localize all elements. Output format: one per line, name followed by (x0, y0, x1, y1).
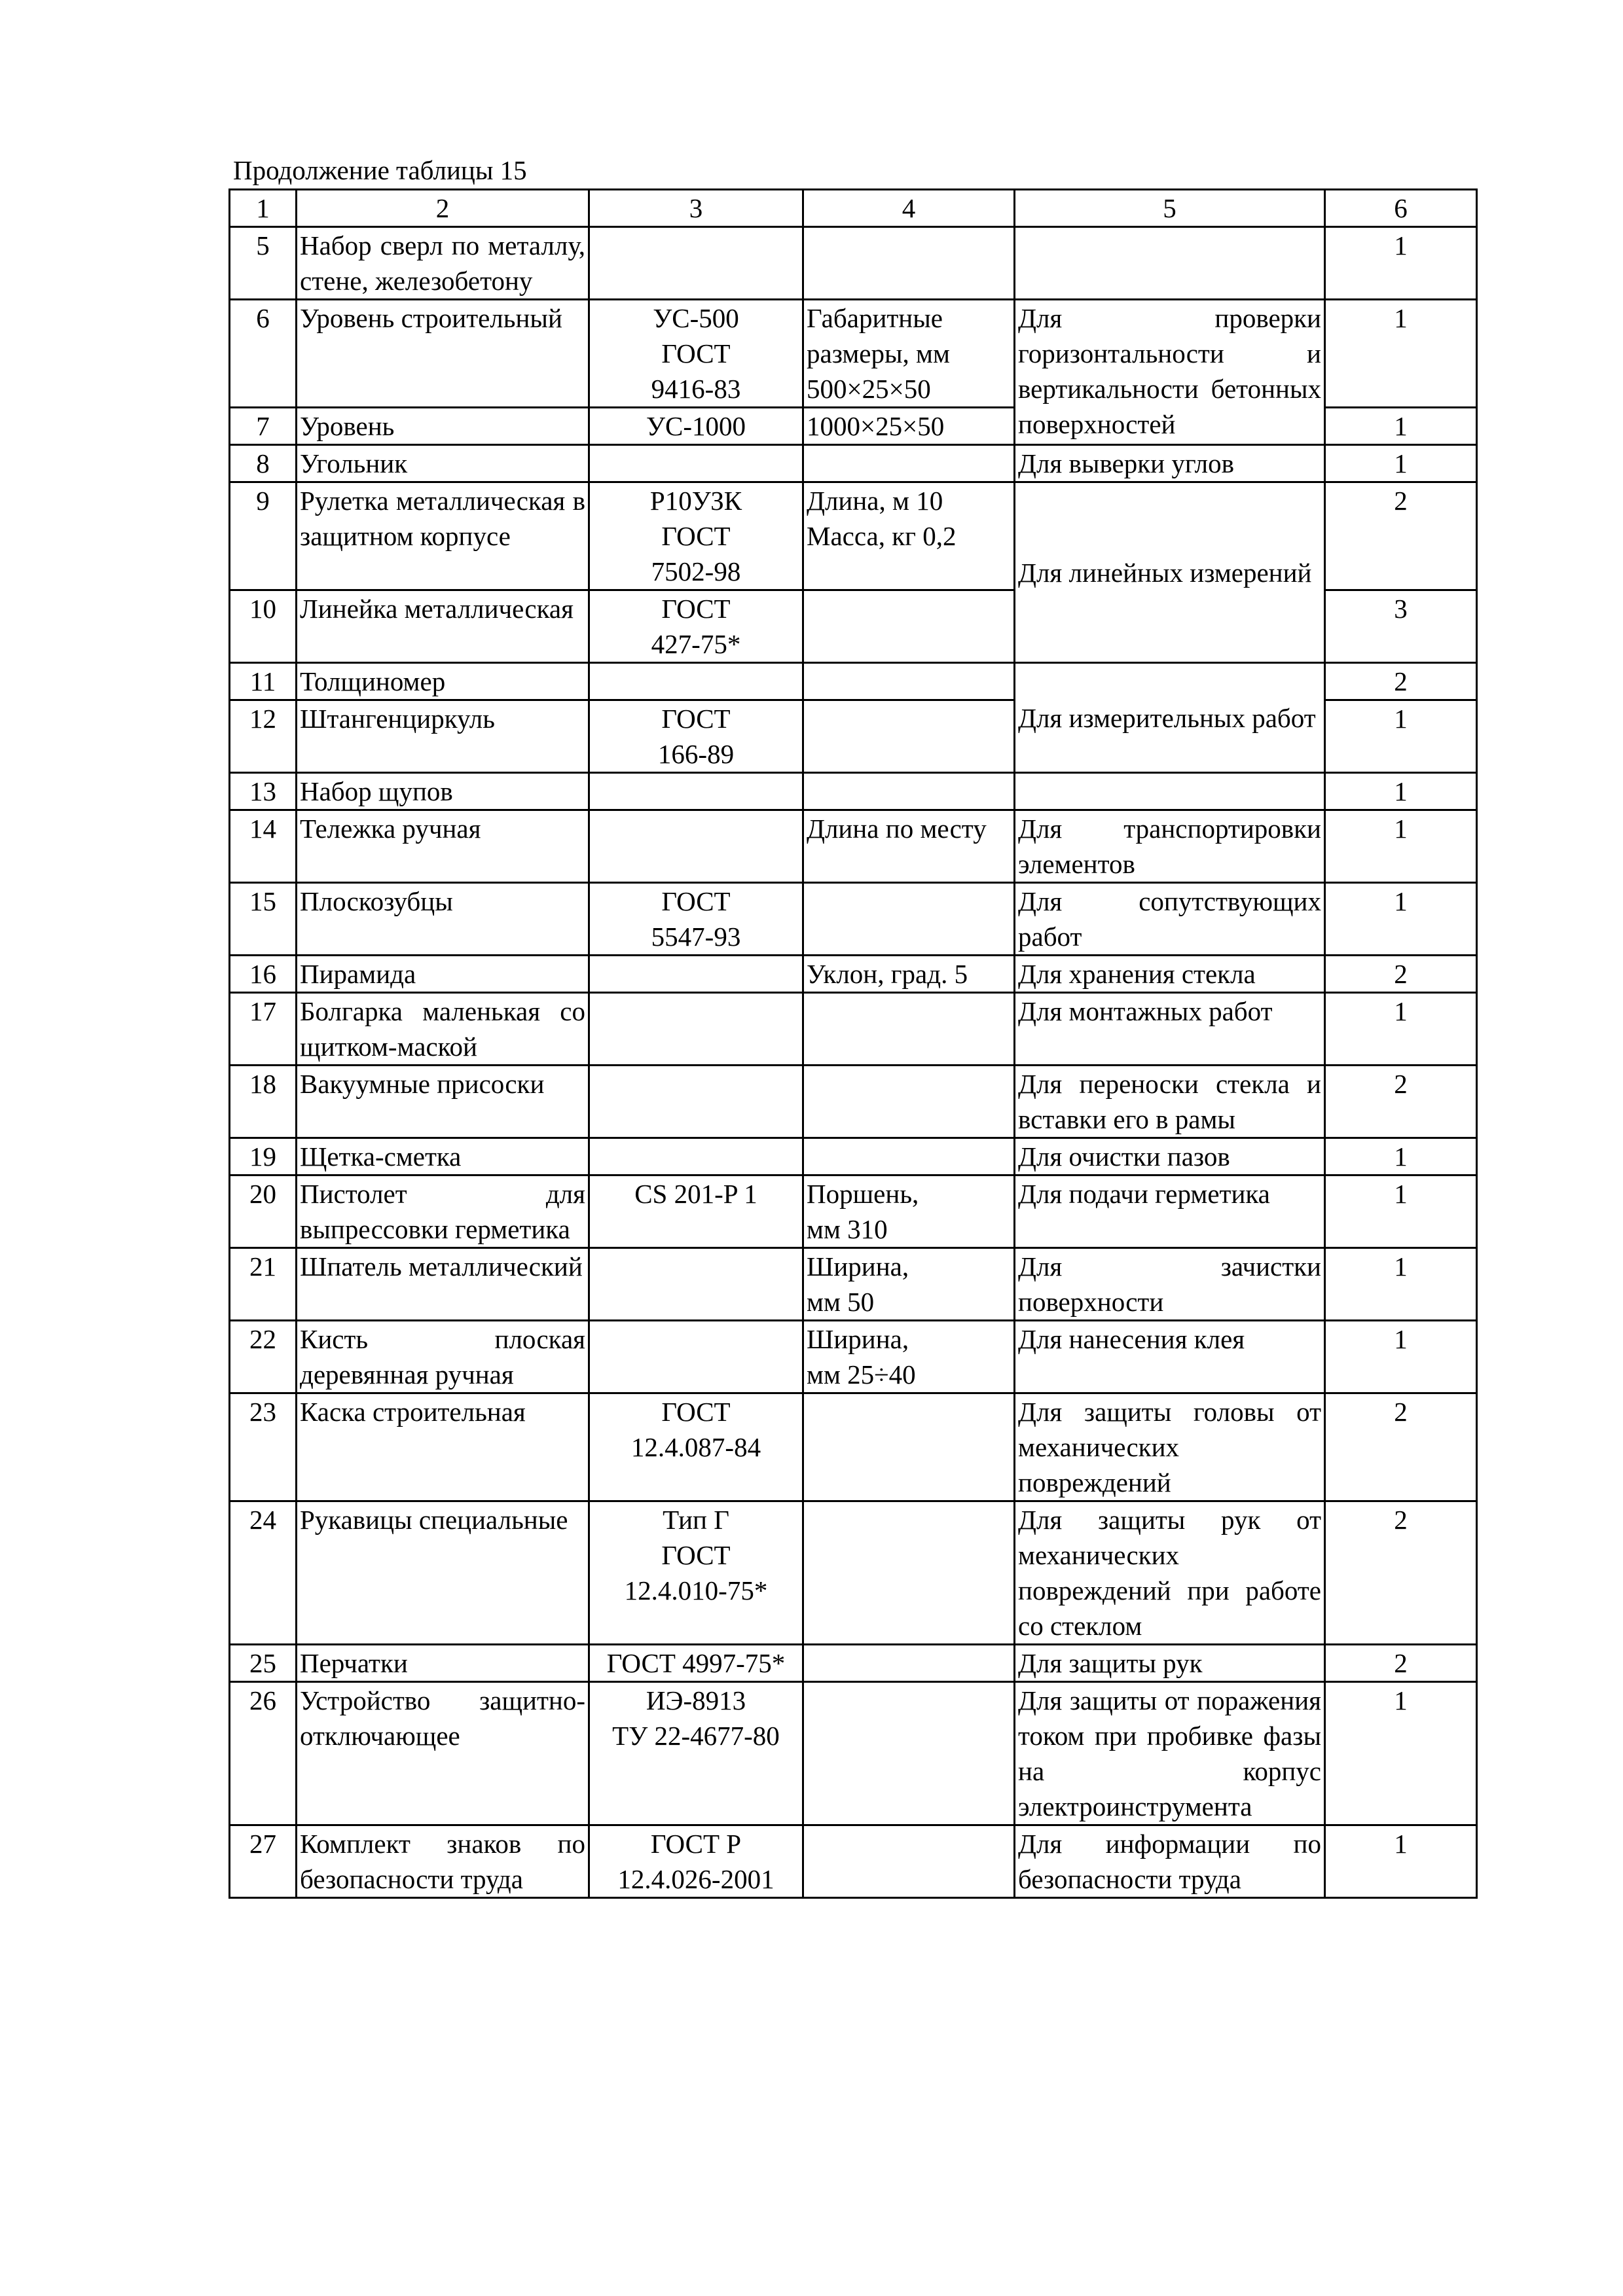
item-standard (589, 445, 803, 482)
item-standard: ГОСТ 5547-93 (589, 883, 803, 956)
item-quantity: 2 (1325, 956, 1477, 993)
item-quantity: 1 (1325, 1682, 1477, 1825)
item-characteristics: Габаритные размеры, мм 500×25×50 (803, 300, 1015, 408)
item-standard (589, 956, 803, 993)
item-name: Рулетка металлическая в защитном корпусе (297, 482, 589, 590)
item-quantity: 1 (1325, 445, 1477, 482)
table-row (230, 773, 1477, 810)
row-number: 24 (230, 1501, 297, 1645)
row-number: 14 (230, 810, 297, 883)
item-characteristics (803, 1645, 1015, 1682)
table-row (230, 227, 1477, 300)
item-standard: ГОСТ 166-89 (589, 700, 803, 773)
item-standard (589, 1321, 803, 1393)
item-name: Уровень строительный (297, 300, 589, 408)
item-name: Рукавицы специальные (297, 1501, 589, 1645)
item-standard (589, 1138, 803, 1175)
item-name: Пирамида (297, 956, 589, 993)
item-quantity: 1 (1325, 810, 1477, 883)
row-number: 27 (230, 1825, 297, 1898)
table-row (230, 956, 1477, 993)
item-standard: ГОСТ 12.4.087-84 (589, 1393, 803, 1501)
item-quantity: 1 (1325, 227, 1477, 300)
item-purpose: Для защиты от поражения током при пробивке фазы на корпус электроинструмента (1015, 1682, 1325, 1825)
item-purpose: Для измерительных работ (1015, 663, 1325, 773)
row-number: 21 (230, 1248, 297, 1321)
item-characteristics (803, 1066, 1015, 1138)
item-purpose: Для зачистки поверхности (1015, 1248, 1325, 1321)
item-standard: ГОСТ Р 12.4.026-2001 (589, 1825, 803, 1898)
item-name: Толщиномер (297, 663, 589, 700)
header-cell-3: 3 (589, 190, 803, 227)
item-purpose (1015, 227, 1325, 300)
item-standard (589, 1248, 803, 1321)
row-number: 20 (230, 1175, 297, 1248)
item-standard: ГОСТ 4997-75* (589, 1645, 803, 1682)
item-standard (589, 993, 803, 1066)
item-name: Каска строительная (297, 1393, 589, 1501)
row-number: 18 (230, 1066, 297, 1138)
row-number: 11 (230, 663, 297, 700)
item-name: Набор щупов (297, 773, 589, 810)
item-standard (589, 663, 803, 700)
item-name: Штангенциркуль (297, 700, 589, 773)
item-standard (589, 1066, 803, 1138)
item-characteristics: Уклон, град. 5 (803, 956, 1015, 993)
item-quantity: 1 (1325, 1138, 1477, 1175)
item-name: Набор сверл по металлу, стене, железобетону (297, 227, 589, 300)
row-number: 23 (230, 1393, 297, 1501)
item-standard: УС-1000 (589, 408, 803, 445)
item-purpose: Для подачи герметика (1015, 1175, 1325, 1248)
row-number: 8 (230, 445, 297, 482)
item-quantity: 2 (1325, 1066, 1477, 1138)
table-caption: Продолжение таблицы 15 (233, 155, 527, 185)
item-characteristics: Ширина, мм 25÷40 (803, 1321, 1015, 1393)
table-row (230, 1682, 1477, 1825)
item-characteristics (803, 773, 1015, 810)
item-purpose: Для транспортировки элементов (1015, 810, 1325, 883)
row-number: 12 (230, 700, 297, 773)
item-standard (589, 227, 803, 300)
item-quantity: 1 (1325, 300, 1477, 408)
item-name: Вакуумные присоски (297, 1066, 589, 1138)
item-quantity: 1 (1325, 773, 1477, 810)
table-header-row (230, 190, 1477, 227)
row-number: 26 (230, 1682, 297, 1825)
item-quantity: 2 (1325, 1501, 1477, 1645)
table-row (230, 1066, 1477, 1138)
item-characteristics (803, 590, 1015, 663)
item-characteristics: Длина, м 10 Масса, кг 0,2 (803, 482, 1015, 590)
item-purpose: Для нанесения клея (1015, 1321, 1325, 1393)
item-name: Шпатель металлический (297, 1248, 589, 1321)
table-row (230, 1501, 1477, 1645)
item-quantity: 1 (1325, 700, 1477, 773)
header-cell-2: 2 (297, 190, 589, 227)
row-number: 16 (230, 956, 297, 993)
item-characteristics (803, 1393, 1015, 1501)
item-quantity: 2 (1325, 1645, 1477, 1682)
row-number: 9 (230, 482, 297, 590)
row-number: 5 (230, 227, 297, 300)
item-purpose: Для переноски стекла и вставки его в рамы (1015, 1066, 1325, 1138)
header-cell-1: 1 (230, 190, 297, 227)
item-characteristics: Ширина, мм 50 (803, 1248, 1015, 1321)
item-characteristics (803, 1501, 1015, 1645)
item-purpose: Для линейных измерений (1015, 482, 1325, 663)
header-cell-4: 4 (803, 190, 1015, 227)
item-characteristics (803, 445, 1015, 482)
item-purpose: Для хранения стекла (1015, 956, 1325, 993)
table-row (230, 993, 1477, 1066)
item-purpose: Для сопутствующих работ (1015, 883, 1325, 956)
item-purpose: Для проверки горизонтальности и вертикальности бетонных поверхностей (1015, 300, 1325, 445)
item-characteristics (803, 1682, 1015, 1825)
item-quantity: 1 (1325, 883, 1477, 956)
item-standard: УС-500 ГОСТ 9416-83 (589, 300, 803, 408)
row-number: 19 (230, 1138, 297, 1175)
item-name: Устройство защитно-отключающее (297, 1682, 589, 1825)
table-row (230, 810, 1477, 883)
item-standard: ИЭ-8913 ТУ 22-4677-80 (589, 1682, 803, 1825)
item-name: Комплект знаков по безопасности труда (297, 1825, 589, 1898)
table-row (230, 1393, 1477, 1501)
item-quantity: 1 (1325, 1321, 1477, 1393)
item-purpose (1015, 773, 1325, 810)
table-row (230, 482, 1477, 590)
item-quantity: 1 (1325, 1248, 1477, 1321)
item-quantity: 2 (1325, 663, 1477, 700)
item-standard: CS 201-P 1 (589, 1175, 803, 1248)
item-quantity: 2 (1325, 1393, 1477, 1501)
item-characteristics (803, 1825, 1015, 1898)
item-purpose: Для защиты головы от механических повреждений (1015, 1393, 1325, 1501)
item-characteristics (803, 993, 1015, 1066)
row-number: 13 (230, 773, 297, 810)
table-row (230, 300, 1477, 408)
item-name: Плоскозубцы (297, 883, 589, 956)
row-number: 17 (230, 993, 297, 1066)
item-purpose: Для защиты рук (1015, 1645, 1325, 1682)
item-characteristics (803, 883, 1015, 956)
item-name: Кисть плоская деревянная ручная (297, 1321, 589, 1393)
table-row (230, 1248, 1477, 1321)
item-characteristics (803, 1138, 1015, 1175)
equipment-table (228, 188, 1478, 1899)
table-row (230, 1175, 1477, 1248)
item-characteristics (803, 663, 1015, 700)
item-purpose: Для информации по безопасности труда (1015, 1825, 1325, 1898)
item-purpose: Для защиты рук от механических повреждений при работе со стеклом (1015, 1501, 1325, 1645)
row-number: 6 (230, 300, 297, 408)
table-row (230, 445, 1477, 482)
item-standard (589, 810, 803, 883)
item-quantity: 2 (1325, 482, 1477, 590)
item-purpose: Для очистки пазов (1015, 1138, 1325, 1175)
item-name: Угольник (297, 445, 589, 482)
item-name: Перчатки (297, 1645, 589, 1682)
table-row (230, 1825, 1477, 1898)
item-characteristics: Длина по месту (803, 810, 1015, 883)
item-name: Тележка ручная (297, 810, 589, 883)
item-standard: ГОСТ 427-75* (589, 590, 803, 663)
table-row (230, 663, 1477, 700)
item-characteristics (803, 700, 1015, 773)
item-characteristics: Поршень, мм 310 (803, 1175, 1015, 1248)
row-number: 25 (230, 1645, 297, 1682)
header-cell-6: 6 (1325, 190, 1477, 227)
header-cell-5: 5 (1015, 190, 1325, 227)
row-number: 10 (230, 590, 297, 663)
item-name: Пистолет для выпрессовки герметика (297, 1175, 589, 1248)
table-row (230, 1645, 1477, 1682)
item-quantity: 1 (1325, 408, 1477, 445)
item-quantity: 1 (1325, 993, 1477, 1066)
item-quantity: 3 (1325, 590, 1477, 663)
item-name: Болгарка маленькая со щитком-маской (297, 993, 589, 1066)
item-standard (589, 773, 803, 810)
row-number: 22 (230, 1321, 297, 1393)
item-name: Уровень (297, 408, 589, 445)
table-row (230, 1138, 1477, 1175)
item-purpose: Для монтажных работ (1015, 993, 1325, 1066)
item-characteristics: 1000×25×50 (803, 408, 1015, 445)
row-number: 7 (230, 408, 297, 445)
row-number: 15 (230, 883, 297, 956)
item-name: Щетка-сметка (297, 1138, 589, 1175)
item-name: Линейка металлическая (297, 590, 589, 663)
table-row (230, 883, 1477, 956)
item-standard: Р10УЗК ГОСТ 7502-98 (589, 482, 803, 590)
item-characteristics (803, 227, 1015, 300)
item-purpose: Для выверки углов (1015, 445, 1325, 482)
item-quantity: 1 (1325, 1825, 1477, 1898)
item-standard: Тип Г ГОСТ 12.4.010-75* (589, 1501, 803, 1645)
table-row (230, 1321, 1477, 1393)
item-quantity: 1 (1325, 1175, 1477, 1248)
